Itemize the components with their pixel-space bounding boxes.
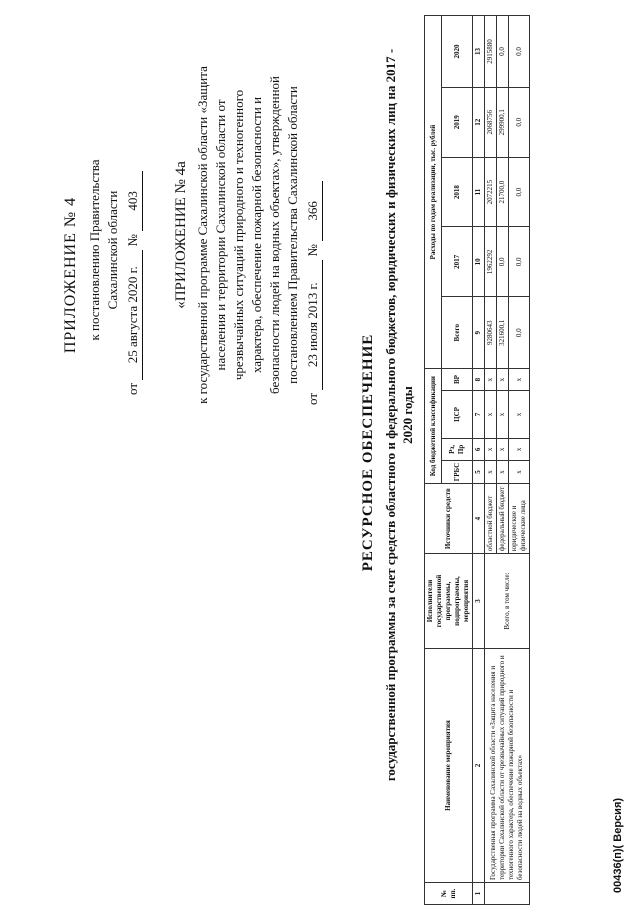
num-cell: 10: [473, 227, 485, 297]
vr-cell: x: [509, 369, 530, 391]
y2020-cell: 0,0: [509, 16, 530, 88]
total-cell: 0,0: [509, 297, 530, 369]
rzpr-cell: x: [497, 438, 509, 460]
col-header-expenses: Расходы по годам реализации, тыс. рублей: [425, 16, 442, 369]
num-cell: 11: [473, 157, 485, 227]
document-subtitle: государственной программы за счет средств областного и федерального бюджетов, юридических и физических лиц на 2017 - 2020 годы: [383, 48, 415, 782]
num-cell: 6: [473, 438, 485, 460]
num-cell: 5: [473, 460, 485, 483]
appendix2-date: 23 июля 2013 г.: [304, 260, 323, 390]
source-cell: федеральный бюджет: [497, 484, 509, 554]
appendix-num-label: №: [125, 234, 140, 247]
num-cell: 3: [473, 554, 485, 649]
grbs-cell: x: [485, 460, 497, 483]
appendix2-from-label: от: [305, 392, 320, 405]
y2018-cell: 21700,0: [497, 157, 509, 227]
num-cell: 1: [473, 883, 485, 905]
y2019-cell: 0,0: [509, 87, 530, 157]
num-cell: 9: [473, 297, 485, 369]
appendix-title: ПРИЛОЖЕНИЕ № 4: [62, 196, 79, 354]
col-header-exec: Исполнители государственной программы, подпрограммы, мероприятия: [425, 554, 473, 649]
num-cell: 12: [473, 87, 485, 157]
col-header-rzpr: Рз, Пр: [442, 438, 473, 460]
col-header-total: Всего: [442, 297, 473, 369]
appendix-date: 25 августа 2020 г.: [124, 250, 143, 380]
source-cell: областной бюджет: [485, 484, 497, 554]
row-no-cell: [485, 883, 530, 905]
y2018-cell: 2072215: [485, 157, 497, 227]
col-header-grbs: ГРБС: [442, 460, 473, 483]
appendix-line1: к постановлению Правительства: [87, 159, 102, 341]
total-cell: 9280643: [485, 297, 497, 369]
col-header-no: № пп.: [425, 883, 473, 905]
y2017-cell: 0,0: [497, 227, 509, 297]
vr-cell: x: [497, 369, 509, 391]
appendix-num: 403: [124, 171, 143, 231]
appendix-from-label: от: [125, 382, 140, 395]
appendix2-num-label: №: [305, 244, 320, 257]
program-name-cell: Государственная программа Сахалинской области «Защита населения и территории Сахалинской области от чрезвычайных ситуаций природного и техногенного характера, обеспечение пожарной безопасности и безопасности людей на водных объектах»: [485, 648, 530, 882]
csr-cell: x: [497, 391, 509, 439]
rzpr-cell: x: [485, 438, 497, 460]
source-cell: юридические и физические лица: [509, 484, 530, 554]
document-code: 00436(п)( Версия): [612, 797, 624, 893]
y2018-cell: 0,0: [509, 157, 530, 227]
y2019-cell: 2068756: [485, 87, 497, 157]
col-header-2020: 2020: [442, 16, 473, 88]
csr-cell: x: [509, 391, 530, 439]
y2020-cell: 0,0: [497, 16, 509, 88]
table-numbering-row: [473, 16, 485, 905]
exec-cell: Всего, в том числе:: [485, 554, 530, 649]
appendix2-title: «ПРИЛОЖЕНИЕ № 4а: [173, 161, 189, 309]
resource-table-wrap: [424, 15, 630, 905]
appendix2-date-line: [304, 65, 323, 405]
col-header-name: Наименование мероприятия: [425, 648, 473, 882]
csr-cell: x: [485, 391, 497, 439]
grbs-cell: x: [497, 460, 509, 483]
appendix-line2: Сахалинской области: [105, 190, 120, 310]
y2020-cell: 2915880: [485, 16, 497, 88]
rzpr-cell: x: [509, 438, 530, 460]
grbs-cell: x: [509, 460, 530, 483]
appendix2-block: [194, 65, 323, 405]
col-header-csr: ЦСР: [442, 391, 473, 439]
y2017-cell: 1962292: [485, 227, 497, 297]
document-title: РЕСУРСНОЕ ОБЕСПЕЧЕНИЕ: [360, 333, 376, 572]
col-header-vr: ВР: [442, 369, 473, 391]
num-cell: 7: [473, 391, 485, 439]
num-cell: 2: [473, 648, 485, 882]
y2017-cell: 0,0: [509, 227, 530, 297]
table-row: [485, 16, 497, 905]
vr-cell: x: [485, 369, 497, 391]
num-cell: 4: [473, 484, 485, 554]
total-cell: 321600,1: [497, 297, 509, 369]
num-cell: 13: [473, 16, 485, 88]
appendix2-text: к государственной программе Сахалинской области «Защита населения и территории Сахалинской области от чрезвычайных ситуаций природного и техногенного характера, обеспечение пожарной безопасности и безопасности людей на водных объектах», утвержденной постановлением Правительства Сахалинской области: [195, 66, 300, 404]
col-header-source: Источники средств: [425, 484, 473, 554]
appendix2-num: 366: [304, 181, 323, 241]
col-header-2017: 2017: [442, 227, 473, 297]
num-cell: 8: [473, 369, 485, 391]
col-header-2019: 2019: [442, 87, 473, 157]
y2019-cell: 299900,1: [497, 87, 509, 157]
col-header-2018: 2018: [442, 157, 473, 227]
col-header-code: Код бюджетной классификации: [425, 369, 442, 484]
resource-table: [424, 15, 530, 905]
appendix-date-line: [124, 115, 143, 395]
